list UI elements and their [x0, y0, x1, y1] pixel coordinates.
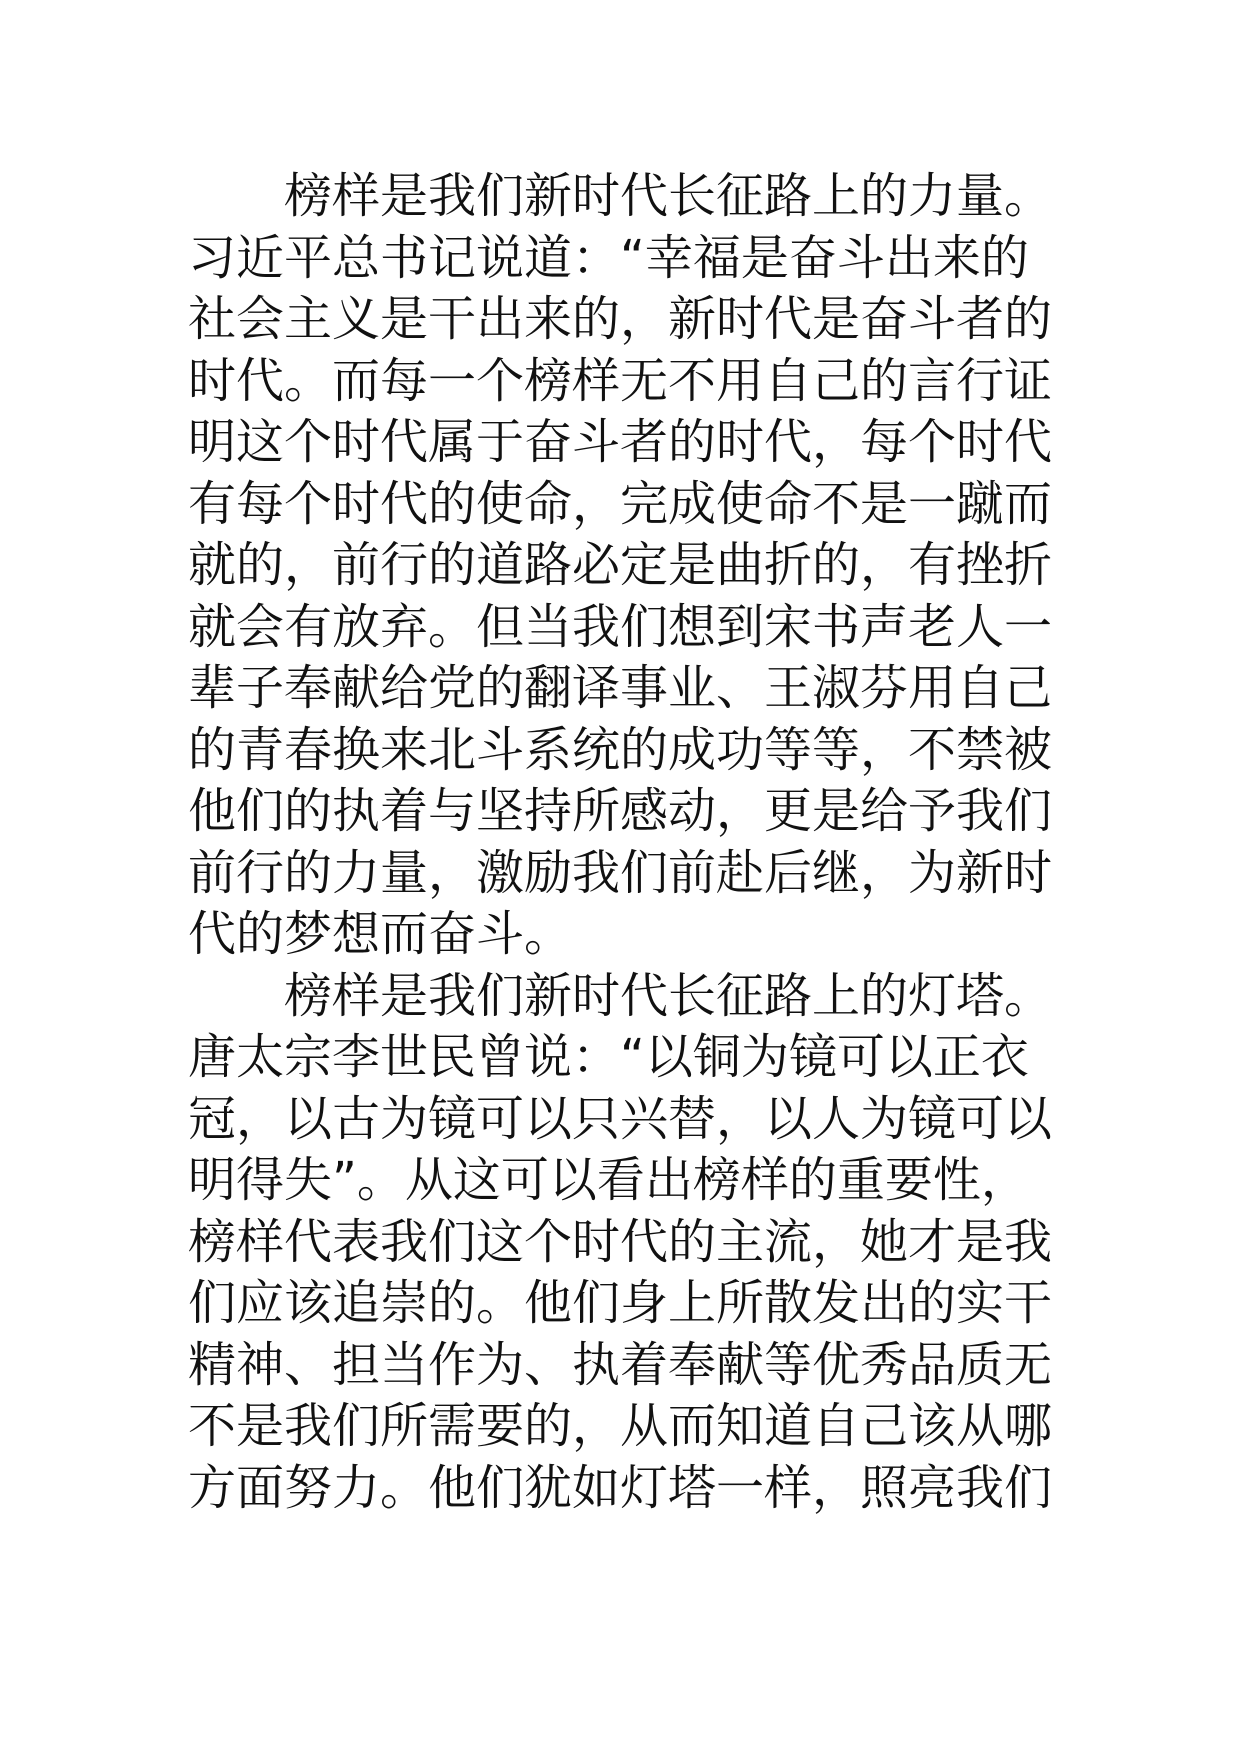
text-line: 就会有放弃。但当我们想到宋书声老人一 — [188, 598, 1053, 655]
text-line: 不是我们所需要的，从而知道自己该从哪 — [188, 1398, 1053, 1454]
text-line: 代的梦想而奋斗。 — [188, 906, 573, 962]
text-line: 冠，以古为镜可以只兴替，以人为镜可以 — [188, 1090, 1053, 1147]
text-line: 们应该追崇的。他们身上所散发出的实干 — [188, 1275, 1053, 1331]
text-line: 前行的力量，激励我们前赴后继，为新时 — [188, 844, 1053, 901]
text-line: 就的，前行的道路必定是曲折的，有挫折 — [188, 537, 1053, 593]
text-line: 方面努力。他们犹如灯塔一样，照亮我们 — [188, 1459, 1053, 1516]
text-line: 有每个时代的使命，完成使命不是一蹴而 — [188, 475, 1053, 532]
text-line: 唐太宗李世民曾说：“以铜为镜可以正衣 — [188, 1029, 1029, 1085]
text-line: 他们的执着与坚持所感动，更是给予我们 — [188, 783, 1053, 839]
text-line: 的青春换来北斗系统的成功等等，不禁被 — [188, 721, 1053, 778]
text-line: 社会主义是干出来的，新时代是奋斗者的 — [188, 291, 1053, 347]
text-line: 榜样代表我们这个时代的主流，她才是我 — [188, 1213, 1053, 1270]
text-line: 时代。而每一个榜样无不用自己的言行证 — [188, 352, 1053, 409]
paragraph-strength — [188, 166, 1058, 966]
text-line: 明这个时代属于奋斗者的时代，每个时代 — [188, 414, 1053, 470]
text-line: 榜样是我们新时代长征路上的力量。 — [284, 168, 1053, 224]
text-line: 精神、担当作为、执着奉献等优秀品质无 — [188, 1336, 1053, 1393]
text-line: 榜样是我们新时代长征路上的灯塔。 — [284, 967, 1053, 1024]
text-line: 辈子奉献给党的翻译事业、王淑芬用自己 — [188, 660, 1053, 716]
text-line: 明得失”。从这可以看出榜样的重要性， — [188, 1152, 1029, 1208]
document-body — [188, 166, 1058, 1519]
text-line: 习近平总书记说道：“幸福是奋斗出来的 — [188, 229, 1029, 286]
paragraph-lighthouse — [188, 966, 1058, 1520]
